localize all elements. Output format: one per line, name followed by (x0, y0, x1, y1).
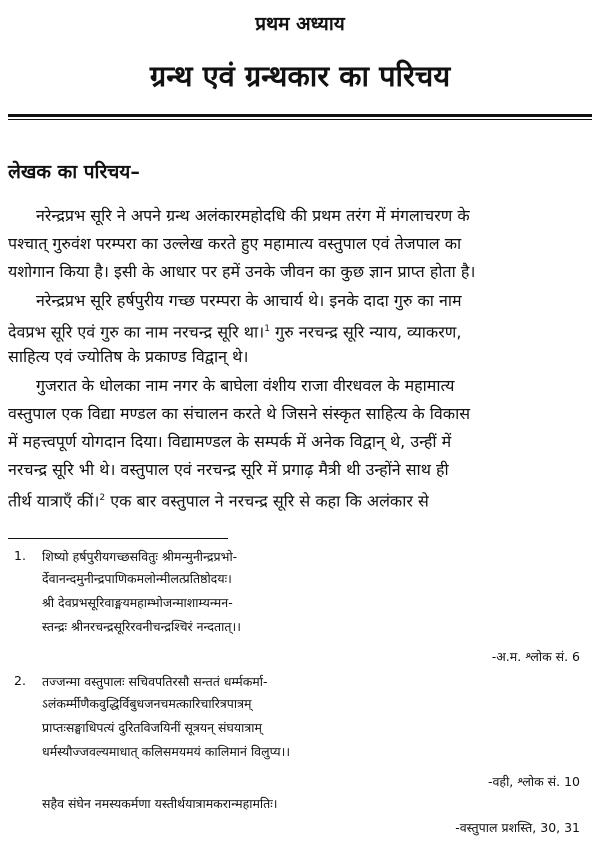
verse-line: र्देवानन्दमुनीन्द्रपाणिकमलोन्मीलत्प्रतिष्ठोदयः। (42, 571, 232, 586)
footnote-source: -वही, श्लोक सं. 10 (487, 774, 580, 789)
footnote-1 (0, 546, 600, 666)
footnote-ref: 1 (264, 324, 270, 334)
page-title: ग्रन्थ एवं ग्रन्थकार का परिचय (149, 59, 451, 93)
paragraph-line (8, 315, 592, 343)
verse-line: ऽलंकर्म्मीणैकवुद्धिर्विबुधजनचमत्कारिचारित्रपात्रम् (42, 696, 252, 711)
title-rule-thick (8, 114, 592, 117)
footnote-ref: 2 (99, 493, 106, 503)
footnote-number: 2. (14, 673, 26, 688)
footnote-number: 1. (14, 548, 26, 563)
footnote-source: -अ.म. श्लोक सं. 6 (491, 649, 580, 664)
verse-line: धर्मस्यौज्जवल्यमाधात् कलिसमयमयं कालिमानं विलुप्य।। (42, 744, 291, 759)
paragraph-line-text: देवप्रभ सूरि एवं गुरु का नाम नरचन्द्र सूरि था। (8, 322, 265, 342)
paragraph-line: यशोगान किया है। इसी के आधार पर हमें उनके जीवन का कुछ ज्ञान प्राप्त होता है। (8, 262, 476, 281)
paragraph-line: नरचन्द्र सूरि भी थे। वस्तुपाल एवं नरचन्द्र सूरि में प्रगाढ़ मैत्री थी उन्होंने साथ ही (8, 460, 449, 479)
verse-line: स्तन्द्रः श्रीनरचन्द्रसूरिरवनीचन्द्रश्चिरं नन्दतात्।। (42, 619, 242, 634)
verse-line: प्राप्तःसङ्घाधिपत्यं दुरितविजयिनीं सूत्रयन् संघयात्राम् (42, 720, 262, 735)
paragraph-line-text: एक बार वस्तुपाल ने नरचन्द्र सूरि से कहा कि अलंकार से (105, 491, 429, 511)
paragraph-3 (8, 372, 592, 512)
paragraph-line: वस्तुपाल एक विद्या मण्डल का संचालन करते थे जिसने संस्कृत साहित्य के विकास (8, 404, 471, 423)
verse-line: शिष्यो हर्षपुरीयगच्छसवितुः श्रीमन्मुनीन्द्रप्रभो- (42, 549, 238, 564)
paragraph-line: में महत्त्वपूर्ण योगदान दिया। विद्यामण्डल के सम्पर्क में अनेक विद्वान् थे, उन्हीं में (8, 432, 452, 451)
paragraph-1 (8, 202, 592, 286)
footnote-rule (8, 538, 228, 539)
verse-line: श्री देवप्रभसूरिवाङ्मयमहाम्भोजन्माशाम्यन्मन- (42, 595, 233, 610)
verse-line: सहैव संघेन नमस्यकर्मणा यस्तीर्थयात्रामकरान्महामतिः। (42, 796, 278, 811)
footnote-source: -वस्तुपाल प्रशस्ति, 30, 31 (455, 820, 580, 835)
chapter-label: प्रथम अध्याय (255, 13, 345, 35)
paragraph-2 (8, 287, 592, 371)
section-heading: लेखक का परिचय– (8, 161, 140, 183)
paragraph-line-text: गुरु नरचन्द्र सूरि न्याय, व्याकरण, (269, 322, 462, 342)
footnote-2 (0, 671, 600, 841)
paragraph-line: गुजरात के धोलका नाम नगर के बाघेला वंशीय राजा वीरधवल के महामात्य (36, 376, 455, 395)
paragraph-line: नरेन्द्रप्रभ सूरि हर्षपुरीय गच्छ परम्परा के आचार्य थे। इनके दादा गुरु का नाम (36, 291, 462, 310)
paragraph-line: नरेन्द्रप्रभ सूरि ने अपने ग्रन्थ अलंकारमहोदधि की प्रथम तरंग में मंगलाचरण के (36, 206, 470, 225)
paragraph-line: पश्चात् गुरुवंश परम्परा का उल्लेख करते हुए महामात्य वस्तुपाल एवं तेजपाल का (8, 234, 462, 253)
title-rule-thin (8, 119, 592, 120)
paragraph-line-text: तीर्थ यात्राएँ कीं। (8, 491, 100, 511)
paragraph-line (8, 484, 592, 512)
paragraph-line: साहित्य एवं ज्योतिष के प्रकाण्ड विद्वान् थे। (8, 347, 249, 366)
verse-line: तज्जन्मा वस्तुपालः सचिवपतिरसौ सन्ततं धर्म्मकर्मा- (42, 674, 268, 689)
